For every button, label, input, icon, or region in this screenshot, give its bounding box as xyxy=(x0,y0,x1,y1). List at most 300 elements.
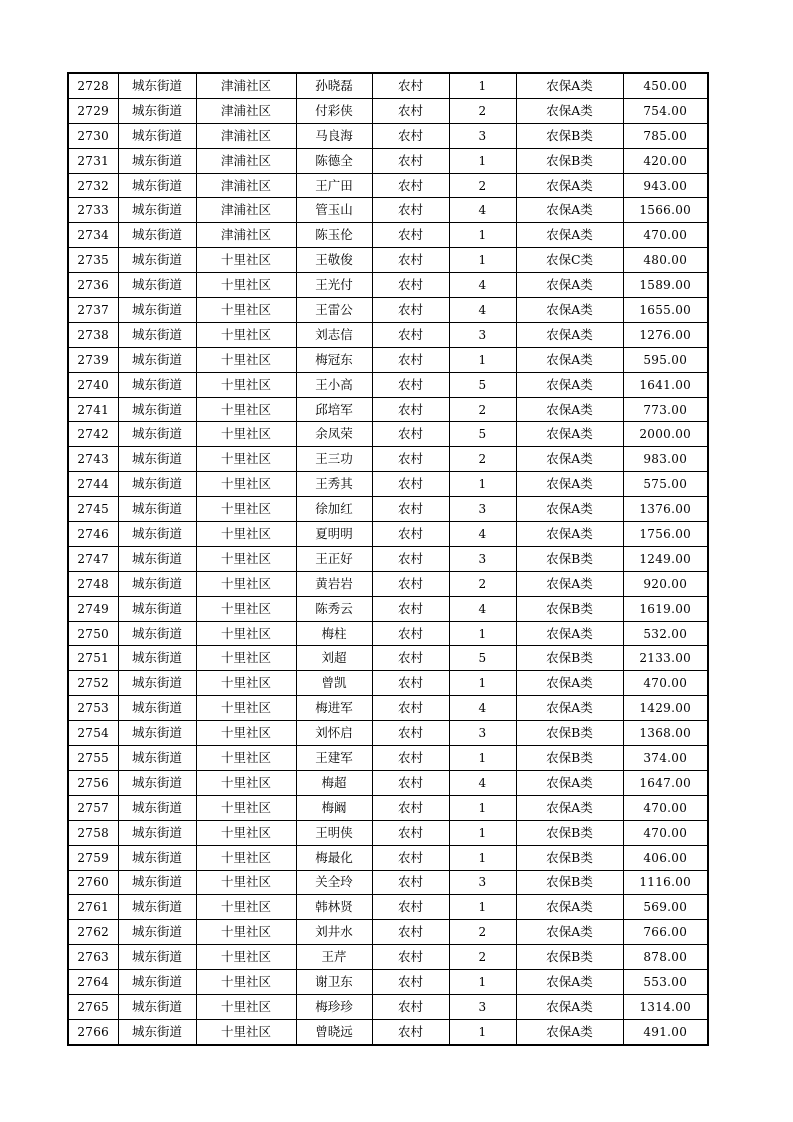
type-cell: 农村 xyxy=(372,646,449,671)
table-row xyxy=(68,322,708,347)
row-number-cell: 2737 xyxy=(68,298,118,323)
table-row xyxy=(68,98,708,123)
community-cell: 津浦社区 xyxy=(196,173,296,198)
category-cell: 农保A类 xyxy=(516,621,623,646)
name-cell: 王光付 xyxy=(296,273,372,298)
community-cell: 十里社区 xyxy=(196,994,296,1019)
street-cell: 城东街道 xyxy=(118,497,196,522)
row-number-cell: 2752 xyxy=(68,671,118,696)
table-row xyxy=(68,123,708,148)
name-cell: 王广田 xyxy=(296,173,372,198)
street-cell: 城东街道 xyxy=(118,546,196,571)
type-cell: 农村 xyxy=(372,621,449,646)
street-cell: 城东街道 xyxy=(118,98,196,123)
name-cell: 梅进军 xyxy=(296,696,372,721)
row-number-cell: 2742 xyxy=(68,422,118,447)
table-row xyxy=(68,546,708,571)
table-row xyxy=(68,770,708,795)
community-cell: 十里社区 xyxy=(196,1019,296,1044)
type-cell: 农村 xyxy=(372,73,449,98)
row-number-cell: 2739 xyxy=(68,347,118,372)
type-cell: 农村 xyxy=(372,746,449,771)
name-cell: 邱培军 xyxy=(296,397,372,422)
category-cell: 农保B类 xyxy=(516,646,623,671)
community-cell: 十里社区 xyxy=(196,870,296,895)
amount-cell: 470.00 xyxy=(623,671,708,696)
table-row xyxy=(68,820,708,845)
community-cell: 十里社区 xyxy=(196,347,296,372)
table-row xyxy=(68,522,708,547)
amount-cell: 569.00 xyxy=(623,895,708,920)
count-cell: 4 xyxy=(449,273,516,298)
category-cell: 农保B类 xyxy=(516,820,623,845)
amount-cell: 1647.00 xyxy=(623,770,708,795)
street-cell: 城东街道 xyxy=(118,646,196,671)
table-row xyxy=(68,447,708,472)
name-cell: 梅最化 xyxy=(296,845,372,870)
community-cell: 十里社区 xyxy=(196,472,296,497)
category-cell: 农保B类 xyxy=(516,596,623,621)
data-table xyxy=(67,72,709,1046)
name-cell: 梅阚 xyxy=(296,795,372,820)
name-cell: 王敬俊 xyxy=(296,248,372,273)
community-cell: 十里社区 xyxy=(196,895,296,920)
community-cell: 十里社区 xyxy=(196,696,296,721)
type-cell: 农村 xyxy=(372,696,449,721)
category-cell: 农保A类 xyxy=(516,795,623,820)
community-cell: 十里社区 xyxy=(196,646,296,671)
amount-cell: 1566.00 xyxy=(623,198,708,223)
table-row xyxy=(68,173,708,198)
community-cell: 津浦社区 xyxy=(196,148,296,173)
type-cell: 农村 xyxy=(372,372,449,397)
street-cell: 城东街道 xyxy=(118,770,196,795)
category-cell: 农保B类 xyxy=(516,546,623,571)
community-cell: 十里社区 xyxy=(196,746,296,771)
name-cell: 王小高 xyxy=(296,372,372,397)
community-cell: 十里社区 xyxy=(196,596,296,621)
type-cell: 农村 xyxy=(372,422,449,447)
amount-cell: 1429.00 xyxy=(623,696,708,721)
type-cell: 农村 xyxy=(372,198,449,223)
category-cell: 农保A类 xyxy=(516,372,623,397)
table-row xyxy=(68,298,708,323)
amount-cell: 470.00 xyxy=(623,795,708,820)
street-cell: 城东街道 xyxy=(118,895,196,920)
count-cell: 1 xyxy=(449,148,516,173)
category-cell: 农保B类 xyxy=(516,870,623,895)
category-cell: 农保A类 xyxy=(516,273,623,298)
type-cell: 农村 xyxy=(372,845,449,870)
table-row xyxy=(68,870,708,895)
type-cell: 农村 xyxy=(372,273,449,298)
count-cell: 2 xyxy=(449,98,516,123)
community-cell: 十里社区 xyxy=(196,397,296,422)
count-cell: 2 xyxy=(449,447,516,472)
amount-cell: 1641.00 xyxy=(623,372,708,397)
row-number-cell: 2753 xyxy=(68,696,118,721)
category-cell: 农保A类 xyxy=(516,671,623,696)
type-cell: 农村 xyxy=(372,248,449,273)
table-body xyxy=(68,73,708,1045)
table-row xyxy=(68,621,708,646)
name-cell: 王芹 xyxy=(296,945,372,970)
street-cell: 城东街道 xyxy=(118,870,196,895)
street-cell: 城东街道 xyxy=(118,721,196,746)
name-cell: 王三功 xyxy=(296,447,372,472)
category-cell: 农保B类 xyxy=(516,148,623,173)
community-cell: 十里社区 xyxy=(196,671,296,696)
amount-cell: 1249.00 xyxy=(623,546,708,571)
row-number-cell: 2755 xyxy=(68,746,118,771)
community-cell: 十里社区 xyxy=(196,770,296,795)
row-number-cell: 2740 xyxy=(68,372,118,397)
row-number-cell: 2759 xyxy=(68,845,118,870)
table-row xyxy=(68,970,708,995)
street-cell: 城东街道 xyxy=(118,148,196,173)
name-cell: 梅冠东 xyxy=(296,347,372,372)
table-row xyxy=(68,397,708,422)
table-row xyxy=(68,746,708,771)
category-cell: 农保A类 xyxy=(516,397,623,422)
type-cell: 农村 xyxy=(372,447,449,472)
amount-cell: 420.00 xyxy=(623,148,708,173)
amount-cell: 2000.00 xyxy=(623,422,708,447)
count-cell: 1 xyxy=(449,73,516,98)
amount-cell: 920.00 xyxy=(623,571,708,596)
table-row xyxy=(68,721,708,746)
amount-cell: 374.00 xyxy=(623,746,708,771)
name-cell: 曾晓远 xyxy=(296,1019,372,1044)
street-cell: 城东街道 xyxy=(118,73,196,98)
table-row xyxy=(68,845,708,870)
street-cell: 城东街道 xyxy=(118,696,196,721)
street-cell: 城东街道 xyxy=(118,472,196,497)
name-cell: 刘怀启 xyxy=(296,721,372,746)
community-cell: 十里社区 xyxy=(196,795,296,820)
name-cell: 王正好 xyxy=(296,546,372,571)
type-cell: 农村 xyxy=(372,970,449,995)
type-cell: 农村 xyxy=(372,920,449,945)
amount-cell: 1756.00 xyxy=(623,522,708,547)
street-cell: 城东街道 xyxy=(118,795,196,820)
table-row xyxy=(68,347,708,372)
row-number-cell: 2730 xyxy=(68,123,118,148)
name-cell: 刘超 xyxy=(296,646,372,671)
table-row xyxy=(68,696,708,721)
count-cell: 3 xyxy=(449,870,516,895)
street-cell: 城东街道 xyxy=(118,173,196,198)
count-cell: 4 xyxy=(449,198,516,223)
community-cell: 十里社区 xyxy=(196,546,296,571)
count-cell: 3 xyxy=(449,721,516,746)
category-cell: 农保B类 xyxy=(516,945,623,970)
category-cell: 农保A类 xyxy=(516,173,623,198)
name-cell: 韩林贤 xyxy=(296,895,372,920)
row-number-cell: 2733 xyxy=(68,198,118,223)
amount-cell: 1655.00 xyxy=(623,298,708,323)
table-row xyxy=(68,223,708,248)
name-cell: 付彩侠 xyxy=(296,98,372,123)
type-cell: 农村 xyxy=(372,472,449,497)
amount-cell: 1368.00 xyxy=(623,721,708,746)
type-cell: 农村 xyxy=(372,721,449,746)
count-cell: 4 xyxy=(449,696,516,721)
category-cell: 农保A类 xyxy=(516,347,623,372)
type-cell: 农村 xyxy=(372,322,449,347)
community-cell: 十里社区 xyxy=(196,273,296,298)
table-row xyxy=(68,596,708,621)
category-cell: 农保A类 xyxy=(516,696,623,721)
type-cell: 农村 xyxy=(372,546,449,571)
street-cell: 城东街道 xyxy=(118,397,196,422)
category-cell: 农保A类 xyxy=(516,920,623,945)
street-cell: 城东街道 xyxy=(118,198,196,223)
count-cell: 3 xyxy=(449,322,516,347)
row-number-cell: 2761 xyxy=(68,895,118,920)
row-number-cell: 2744 xyxy=(68,472,118,497)
name-cell: 管玉山 xyxy=(296,198,372,223)
row-number-cell: 2751 xyxy=(68,646,118,671)
data-table-container xyxy=(67,72,707,1046)
amount-cell: 1376.00 xyxy=(623,497,708,522)
row-number-cell: 2743 xyxy=(68,447,118,472)
name-cell: 陈秀云 xyxy=(296,596,372,621)
amount-cell: 2133.00 xyxy=(623,646,708,671)
community-cell: 十里社区 xyxy=(196,721,296,746)
amount-cell: 1116.00 xyxy=(623,870,708,895)
row-number-cell: 2741 xyxy=(68,397,118,422)
row-number-cell: 2756 xyxy=(68,770,118,795)
category-cell: 农保A类 xyxy=(516,447,623,472)
table-row xyxy=(68,73,708,98)
row-number-cell: 2748 xyxy=(68,571,118,596)
community-cell: 津浦社区 xyxy=(196,73,296,98)
table-row xyxy=(68,198,708,223)
street-cell: 城东街道 xyxy=(118,845,196,870)
table-row xyxy=(68,646,708,671)
category-cell: 农保A类 xyxy=(516,970,623,995)
type-cell: 农村 xyxy=(372,945,449,970)
street-cell: 城东街道 xyxy=(118,322,196,347)
community-cell: 十里社区 xyxy=(196,970,296,995)
amount-cell: 766.00 xyxy=(623,920,708,945)
amount-cell: 532.00 xyxy=(623,621,708,646)
type-cell: 农村 xyxy=(372,820,449,845)
count-cell: 2 xyxy=(449,920,516,945)
type-cell: 农村 xyxy=(372,522,449,547)
row-number-cell: 2738 xyxy=(68,322,118,347)
count-cell: 4 xyxy=(449,522,516,547)
category-cell: 农保A类 xyxy=(516,571,623,596)
community-cell: 十里社区 xyxy=(196,522,296,547)
community-cell: 十里社区 xyxy=(196,820,296,845)
type-cell: 农村 xyxy=(372,497,449,522)
community-cell: 津浦社区 xyxy=(196,198,296,223)
street-cell: 城东街道 xyxy=(118,571,196,596)
table-row xyxy=(68,795,708,820)
count-cell: 1 xyxy=(449,472,516,497)
count-cell: 2 xyxy=(449,173,516,198)
category-cell: 农保A类 xyxy=(516,770,623,795)
community-cell: 十里社区 xyxy=(196,447,296,472)
name-cell: 谢卫东 xyxy=(296,970,372,995)
amount-cell: 943.00 xyxy=(623,173,708,198)
count-cell: 1 xyxy=(449,970,516,995)
row-number-cell: 2762 xyxy=(68,920,118,945)
count-cell: 2 xyxy=(449,397,516,422)
community-cell: 十里社区 xyxy=(196,248,296,273)
count-cell: 2 xyxy=(449,945,516,970)
name-cell: 孙晓磊 xyxy=(296,73,372,98)
community-cell: 十里社区 xyxy=(196,422,296,447)
type-cell: 农村 xyxy=(372,895,449,920)
count-cell: 3 xyxy=(449,123,516,148)
community-cell: 十里社区 xyxy=(196,298,296,323)
street-cell: 城东街道 xyxy=(118,372,196,397)
category-cell: 农保A类 xyxy=(516,1019,623,1044)
count-cell: 1 xyxy=(449,845,516,870)
type-cell: 农村 xyxy=(372,571,449,596)
name-cell: 夏明明 xyxy=(296,522,372,547)
type-cell: 农村 xyxy=(372,173,449,198)
row-number-cell: 2745 xyxy=(68,497,118,522)
table-row xyxy=(68,920,708,945)
type-cell: 农村 xyxy=(372,870,449,895)
row-number-cell: 2757 xyxy=(68,795,118,820)
row-number-cell: 2734 xyxy=(68,223,118,248)
name-cell: 刘志信 xyxy=(296,322,372,347)
count-cell: 1 xyxy=(449,746,516,771)
type-cell: 农村 xyxy=(372,98,449,123)
community-cell: 十里社区 xyxy=(196,322,296,347)
street-cell: 城东街道 xyxy=(118,920,196,945)
count-cell: 5 xyxy=(449,372,516,397)
community-cell: 十里社区 xyxy=(196,497,296,522)
street-cell: 城东街道 xyxy=(118,422,196,447)
name-cell: 梅超 xyxy=(296,770,372,795)
name-cell: 梅柱 xyxy=(296,621,372,646)
count-cell: 4 xyxy=(449,770,516,795)
count-cell: 1 xyxy=(449,820,516,845)
row-number-cell: 2749 xyxy=(68,596,118,621)
row-number-cell: 2729 xyxy=(68,98,118,123)
table-row xyxy=(68,895,708,920)
category-cell: 农保B类 xyxy=(516,123,623,148)
count-cell: 1 xyxy=(449,795,516,820)
category-cell: 农保B类 xyxy=(516,845,623,870)
community-cell: 十里社区 xyxy=(196,845,296,870)
street-cell: 城东街道 xyxy=(118,596,196,621)
type-cell: 农村 xyxy=(372,994,449,1019)
table-row xyxy=(68,671,708,696)
street-cell: 城东街道 xyxy=(118,123,196,148)
name-cell: 黄岩岩 xyxy=(296,571,372,596)
row-number-cell: 2735 xyxy=(68,248,118,273)
community-cell: 十里社区 xyxy=(196,571,296,596)
category-cell: 农保C类 xyxy=(516,248,623,273)
table-row xyxy=(68,273,708,298)
count-cell: 3 xyxy=(449,994,516,1019)
table-row xyxy=(68,422,708,447)
name-cell: 梅珍珍 xyxy=(296,994,372,1019)
community-cell: 津浦社区 xyxy=(196,223,296,248)
row-number-cell: 2760 xyxy=(68,870,118,895)
category-cell: 农保B类 xyxy=(516,746,623,771)
street-cell: 城东街道 xyxy=(118,820,196,845)
count-cell: 2 xyxy=(449,571,516,596)
count-cell: 1 xyxy=(449,621,516,646)
row-number-cell: 2764 xyxy=(68,970,118,995)
count-cell: 5 xyxy=(449,422,516,447)
type-cell: 农村 xyxy=(372,223,449,248)
amount-cell: 773.00 xyxy=(623,397,708,422)
category-cell: 农保A类 xyxy=(516,223,623,248)
category-cell: 农保A类 xyxy=(516,895,623,920)
amount-cell: 575.00 xyxy=(623,472,708,497)
count-cell: 3 xyxy=(449,546,516,571)
row-number-cell: 2746 xyxy=(68,522,118,547)
amount-cell: 406.00 xyxy=(623,845,708,870)
street-cell: 城东街道 xyxy=(118,621,196,646)
category-cell: 农保A类 xyxy=(516,298,623,323)
row-number-cell: 2750 xyxy=(68,621,118,646)
amount-cell: 553.00 xyxy=(623,970,708,995)
category-cell: 农保A类 xyxy=(516,73,623,98)
category-cell: 农保A类 xyxy=(516,422,623,447)
category-cell: 农保A类 xyxy=(516,522,623,547)
table-row xyxy=(68,497,708,522)
row-number-cell: 2728 xyxy=(68,73,118,98)
name-cell: 王秀其 xyxy=(296,472,372,497)
row-number-cell: 2766 xyxy=(68,1019,118,1044)
amount-cell: 480.00 xyxy=(623,248,708,273)
name-cell: 余凤荣 xyxy=(296,422,372,447)
type-cell: 农村 xyxy=(372,795,449,820)
category-cell: 农保A类 xyxy=(516,198,623,223)
street-cell: 城东街道 xyxy=(118,447,196,472)
amount-cell: 983.00 xyxy=(623,447,708,472)
amount-cell: 470.00 xyxy=(623,223,708,248)
row-number-cell: 2763 xyxy=(68,945,118,970)
amount-cell: 1276.00 xyxy=(623,322,708,347)
street-cell: 城东街道 xyxy=(118,671,196,696)
street-cell: 城东街道 xyxy=(118,945,196,970)
table-row xyxy=(68,571,708,596)
amount-cell: 1619.00 xyxy=(623,596,708,621)
amount-cell: 491.00 xyxy=(623,1019,708,1044)
amount-cell: 878.00 xyxy=(623,945,708,970)
amount-cell: 785.00 xyxy=(623,123,708,148)
amount-cell: 1589.00 xyxy=(623,273,708,298)
type-cell: 农村 xyxy=(372,148,449,173)
name-cell: 曾凯 xyxy=(296,671,372,696)
count-cell: 1 xyxy=(449,1019,516,1044)
count-cell: 1 xyxy=(449,671,516,696)
amount-cell: 595.00 xyxy=(623,347,708,372)
table-row xyxy=(68,994,708,1019)
street-cell: 城东街道 xyxy=(118,273,196,298)
street-cell: 城东街道 xyxy=(118,347,196,372)
street-cell: 城东街道 xyxy=(118,1019,196,1044)
street-cell: 城东街道 xyxy=(118,522,196,547)
row-number-cell: 2765 xyxy=(68,994,118,1019)
table-row xyxy=(68,248,708,273)
row-number-cell: 2754 xyxy=(68,721,118,746)
street-cell: 城东街道 xyxy=(118,994,196,1019)
street-cell: 城东街道 xyxy=(118,970,196,995)
type-cell: 农村 xyxy=(372,298,449,323)
